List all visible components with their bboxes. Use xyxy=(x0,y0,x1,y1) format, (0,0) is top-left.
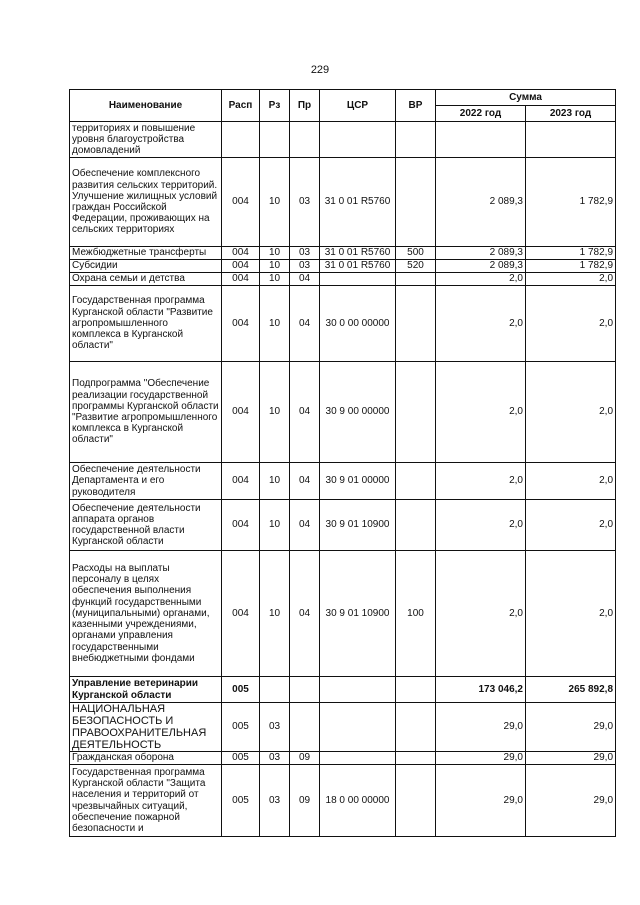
row-2023: 29,0 xyxy=(526,703,616,752)
row-name: Межбюджетные трансферты xyxy=(70,247,222,260)
row-rasp: 004 xyxy=(222,286,260,362)
row-rasp: 005 xyxy=(222,765,260,837)
row-rz: 10 xyxy=(260,247,290,260)
row-rz xyxy=(260,122,290,158)
header-csr: ЦСР xyxy=(320,90,396,122)
row-2023: 265 892,8 xyxy=(526,677,616,703)
row-vr xyxy=(396,677,436,703)
header-rasp: Расп xyxy=(222,90,260,122)
row-csr: 30 9 01 10900 xyxy=(320,500,396,551)
row-2022: 2 089,3 xyxy=(436,158,526,247)
row-csr: 31 0 01 R5760 xyxy=(320,158,396,247)
row-pr: 04 xyxy=(290,273,320,286)
row-pr: 03 xyxy=(290,260,320,273)
row-vr xyxy=(396,752,436,765)
header-vr: ВР xyxy=(396,90,436,122)
row-2023: 1 782,9 xyxy=(526,260,616,273)
row-rasp: 004 xyxy=(222,260,260,273)
row-rz: 10 xyxy=(260,362,290,463)
row-rz: 10 xyxy=(260,463,290,500)
row-rz: 03 xyxy=(260,765,290,837)
row-rasp: 005 xyxy=(222,703,260,752)
row-rasp: 005 xyxy=(222,752,260,765)
row-vr xyxy=(396,500,436,551)
row-rasp: 004 xyxy=(222,273,260,286)
row-pr xyxy=(290,703,320,752)
row-pr xyxy=(290,677,320,703)
row-name: Охрана семьи и детства xyxy=(70,273,222,286)
row-2022: 2,0 xyxy=(436,500,526,551)
row-2022: 173 046,2 xyxy=(436,677,526,703)
row-2022: 2,0 xyxy=(436,286,526,362)
row-vr xyxy=(396,463,436,500)
row-csr xyxy=(320,752,396,765)
row-csr xyxy=(320,677,396,703)
row-csr: 30 9 01 10900 xyxy=(320,551,396,677)
header-rz: Рз xyxy=(260,90,290,122)
table-row xyxy=(70,122,616,158)
row-2023: 2,0 xyxy=(526,551,616,677)
row-2022: 2 089,3 xyxy=(436,247,526,260)
row-rz: 10 xyxy=(260,551,290,677)
row-2023: 1 782,9 xyxy=(526,158,616,247)
row-csr: 31 0 01 R5760 xyxy=(320,260,396,273)
row-vr xyxy=(396,158,436,247)
row-vr xyxy=(396,286,436,362)
header-2023: 2023 год xyxy=(526,106,616,122)
table-row xyxy=(70,260,616,273)
row-csr xyxy=(320,703,396,752)
row-rasp: 004 xyxy=(222,551,260,677)
table-row xyxy=(70,247,616,260)
row-name: Управление ветеринарии Курганской области xyxy=(70,677,222,703)
row-rz: 10 xyxy=(260,260,290,273)
row-pr: 04 xyxy=(290,463,320,500)
row-name: НАЦИОНАЛЬНАЯ БЕЗОПАСНОСТЬ И ПРАВООХРАНИТЕЛЬНАЯ ДЕЯТЕЛЬНОСТЬ xyxy=(70,703,222,752)
row-pr: 04 xyxy=(290,551,320,677)
row-pr: 03 xyxy=(290,247,320,260)
row-rasp: 004 xyxy=(222,500,260,551)
row-2023: 2,0 xyxy=(526,273,616,286)
row-rz xyxy=(260,677,290,703)
row-pr: 09 xyxy=(290,752,320,765)
table-row xyxy=(70,286,616,362)
row-vr xyxy=(396,703,436,752)
row-pr: 03 xyxy=(290,158,320,247)
table-row xyxy=(70,273,616,286)
row-name: Государственная программа Курганской области "Защита населения и территорий от чрезвычайных ситуаций, обеспечение пожарной безопасности и xyxy=(70,765,222,837)
row-rasp: 004 xyxy=(222,247,260,260)
row-2022: 29,0 xyxy=(436,703,526,752)
row-name: Обеспечение комплексного развития сельских территорий. Улучшение жилищных условий граждан Российской Федерации, проживающих на сельских территориях xyxy=(70,158,222,247)
row-2023 xyxy=(526,122,616,158)
header-name: Наименование xyxy=(70,90,222,122)
row-rasp: 004 xyxy=(222,362,260,463)
table-row xyxy=(70,677,616,703)
row-rasp: 004 xyxy=(222,158,260,247)
table-row xyxy=(70,362,616,463)
budget-table xyxy=(69,89,616,837)
table-row xyxy=(70,752,616,765)
row-2023: 2,0 xyxy=(526,286,616,362)
row-name: территориях и повышение уровня благоустройства домовладений xyxy=(70,122,222,158)
row-2022: 29,0 xyxy=(436,752,526,765)
row-csr: 30 9 00 00000 xyxy=(320,362,396,463)
row-vr: 100 xyxy=(396,551,436,677)
row-rz: 10 xyxy=(260,158,290,247)
row-2022: 29,0 xyxy=(436,765,526,837)
row-vr xyxy=(396,362,436,463)
row-csr xyxy=(320,122,396,158)
row-name: Гражданская оборона xyxy=(70,752,222,765)
row-csr: 18 0 00 00000 xyxy=(320,765,396,837)
row-vr: 500 xyxy=(396,247,436,260)
row-rasp: 004 xyxy=(222,463,260,500)
page-number: 229 xyxy=(310,64,330,76)
row-2023: 2,0 xyxy=(526,500,616,551)
row-2022 xyxy=(436,122,526,158)
row-2022: 2,0 xyxy=(436,362,526,463)
row-2023: 2,0 xyxy=(526,463,616,500)
row-pr xyxy=(290,122,320,158)
row-2023: 29,0 xyxy=(526,752,616,765)
row-rz: 10 xyxy=(260,286,290,362)
row-vr: 520 xyxy=(396,260,436,273)
row-rz: 03 xyxy=(260,703,290,752)
row-2022: 2,0 xyxy=(436,273,526,286)
row-csr: 30 0 00 00000 xyxy=(320,286,396,362)
table-row xyxy=(70,703,616,752)
table-row xyxy=(70,551,616,677)
table-row xyxy=(70,158,616,247)
row-name: Субсидии xyxy=(70,260,222,273)
header-summa: Сумма xyxy=(436,90,616,106)
row-2022: 2 089,3 xyxy=(436,260,526,273)
row-2022: 2,0 xyxy=(436,551,526,677)
row-rz: 10 xyxy=(260,273,290,286)
header-pr: Пр xyxy=(290,90,320,122)
table-row xyxy=(70,765,616,837)
row-2023: 2,0 xyxy=(526,362,616,463)
row-vr xyxy=(396,122,436,158)
row-csr xyxy=(320,273,396,286)
row-vr xyxy=(396,765,436,837)
row-pr: 04 xyxy=(290,500,320,551)
row-2022: 2,0 xyxy=(436,463,526,500)
row-csr: 31 0 01 R5760 xyxy=(320,247,396,260)
table-row xyxy=(70,500,616,551)
row-name: Государственная программа Курганской области "Развитие агропромышленного комплекса в Курганской области" xyxy=(70,286,222,362)
row-name: Расходы на выплаты персоналу в целях обеспечения выполнения функций государственными (муниципальными) органами, казенными учреждениями, органами управления государственными внебюджетными фондами xyxy=(70,551,222,677)
row-csr: 30 9 01 00000 xyxy=(320,463,396,500)
row-name: Обеспечение деятельности аппарата органов государственной власти Курганской области xyxy=(70,500,222,551)
row-2023: 1 782,9 xyxy=(526,247,616,260)
row-pr: 04 xyxy=(290,362,320,463)
row-name: Обеспечение деятельности Департамента и его руководителя xyxy=(70,463,222,500)
row-vr xyxy=(396,273,436,286)
row-2023: 29,0 xyxy=(526,765,616,837)
row-rasp: 005 xyxy=(222,677,260,703)
table-row xyxy=(70,463,616,500)
header-2022: 2022 год xyxy=(436,106,526,122)
row-rasp xyxy=(222,122,260,158)
row-pr: 04 xyxy=(290,286,320,362)
row-name: Подпрограмма "Обеспечение реализации государственной программы Курганской области "Развитие агропромышленного комплекса в Курганской области" xyxy=(70,362,222,463)
row-pr: 09 xyxy=(290,765,320,837)
row-rz: 10 xyxy=(260,500,290,551)
row-rz: 03 xyxy=(260,752,290,765)
